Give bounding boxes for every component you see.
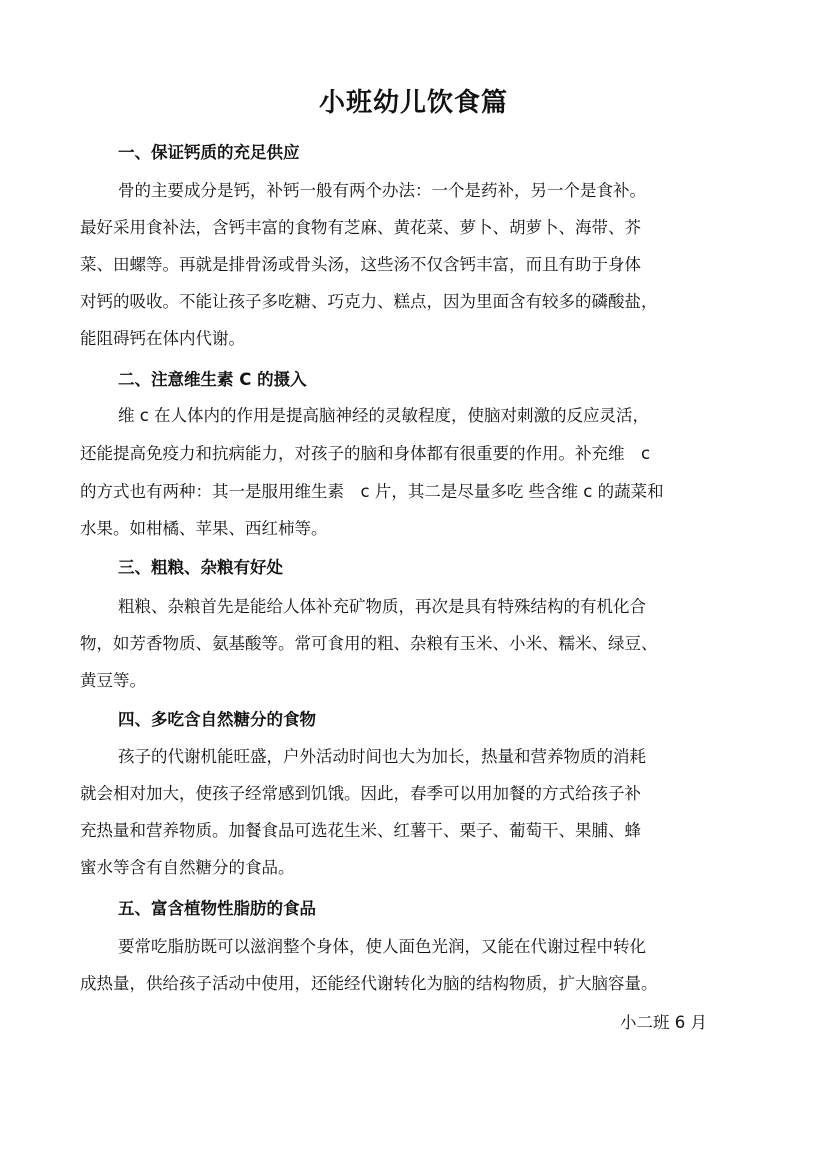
- paragraph-line: 充热量和营养物质。加餐食品可选花生米、红薯干、栗子、葡萄干、果脯、蜂: [80, 821, 641, 840]
- paragraph-line: 维 c 在人体内的作用是提高脑神经的灵敏程度，使脑对刺激的反应灵活，: [118, 406, 650, 425]
- page-title: 小班幼儿饮食篇: [318, 88, 508, 118]
- section-heading: 三、粗粮、杂粮有好处: [118, 558, 283, 577]
- paragraph-line: 对钙的吸收。不能让孩子多吃糖、巧克力、糕点，因为里面含有较多的磷酸盐，: [80, 292, 658, 311]
- paragraph-line: 蜜水等含有自然糖分的食品。: [80, 858, 295, 877]
- paragraph-line: 黄豆等。: [80, 671, 146, 690]
- paragraph-line: 菜、田螺等。再就是排骨汤或骨头汤，这些汤不仅含钙丰富，而且有助于身体: [80, 255, 641, 274]
- paragraph-line: 的方式也有两种：其一是服用维生素 c 片，其二是尽量多吃 些含维 c 的蔬菜和: [80, 482, 664, 501]
- paragraph-line: 物，如芳香物质、氨基酸等。常可食用的粗、杂粮有玉米、小米、糯米、绿豆、: [80, 634, 658, 653]
- section-heading: 二、注意维生素 C 的摄入: [118, 370, 307, 389]
- section-heading: 一、保证钙质的充足供应: [118, 143, 300, 162]
- paragraph-line: 要常吃脂肪既可以滋润整个身体，使人面色光润，又能在代谢过程中转化: [118, 937, 646, 956]
- paragraph-line: 成热量，供给孩子活动中使用，还能经代谢转化为脑的结构物质，扩大脑容量。: [80, 974, 658, 993]
- paragraph-line: 还能提高免疫力和抗病能力，对孩子的脑和身体都有很重要的作用。补充维 c: [80, 444, 651, 463]
- signature: 小二班 6 月: [620, 1013, 707, 1032]
- paragraph-line: 粗粮、杂粮首先是能给人体补充矿物质，再次是具有特殊结构的有机化合: [118, 597, 646, 616]
- paragraph-line: 骨的主要成分是钙，补钙一般有两个办法：一个是药补，另一个是食补。: [118, 181, 646, 200]
- paragraph-line: 孩子的代谢机能旺盛，户外活动时间也大为加长，热量和营养物质的消耗: [118, 747, 646, 766]
- paragraph-line: 就会相对加大，使孩子经常感到饥饿。因此，春季可以用加餐的方式给孩子补: [80, 784, 641, 803]
- paragraph-line: 最好采用食补法，含钙丰富的食物有芝麻、黄花菜、萝卜、胡萝卜、海带、芥: [80, 218, 641, 237]
- section-heading: 四、多吃含自然糖分的食物: [118, 710, 316, 729]
- paragraph-line: 水果。如柑橘、苹果、西红柿等。: [80, 519, 328, 538]
- section-heading: 五、富含植物性脂肪的食品: [118, 899, 316, 918]
- paragraph-line: 能阻碍钙在体内代谢。: [80, 329, 245, 348]
